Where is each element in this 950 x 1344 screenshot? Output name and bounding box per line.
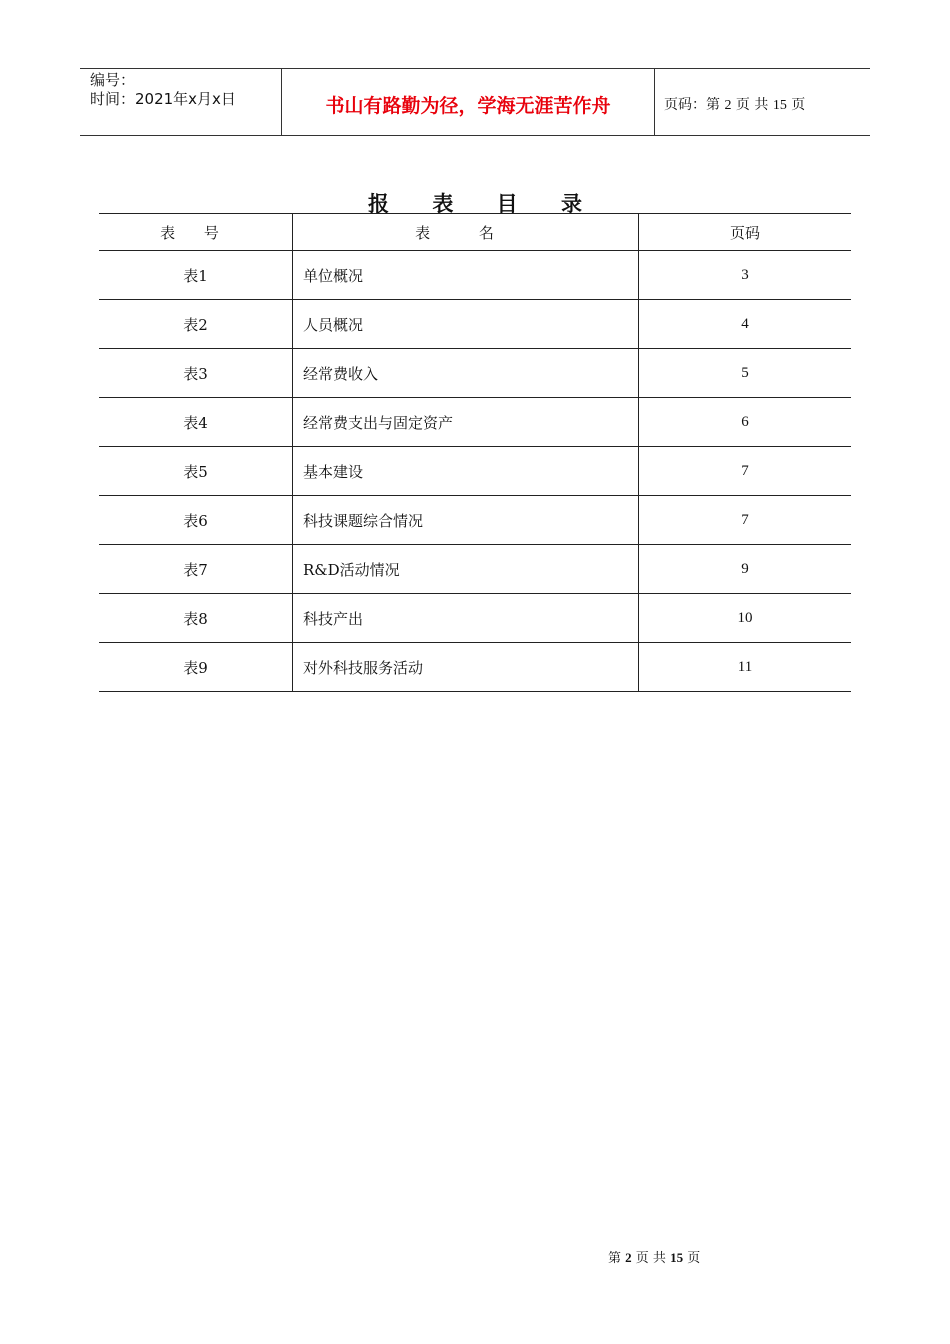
header-motto: 书山有路勤为径，学海无涯苦作舟 xyxy=(325,95,611,117)
row-name: 人员概况 xyxy=(293,300,639,349)
table-row xyxy=(99,349,851,398)
header-cell-name xyxy=(293,214,639,251)
table-row xyxy=(99,398,851,447)
title-char: 目 xyxy=(496,192,518,216)
row-name: 单位概况 xyxy=(293,251,639,300)
row-page: 11 xyxy=(639,643,852,692)
row-name: 经常费支出与固定资产 xyxy=(293,398,639,447)
footer-current: 2 xyxy=(625,1250,632,1265)
table-row xyxy=(99,496,851,545)
row-page: 7 xyxy=(639,496,852,545)
header-page-number xyxy=(664,94,805,114)
table-row xyxy=(99,447,851,496)
table-row xyxy=(99,545,851,594)
footer-prefix: 第 xyxy=(608,1251,622,1266)
header-meta xyxy=(90,71,236,109)
row-page: 10 xyxy=(639,594,852,643)
footer-suffix: 页 xyxy=(687,1251,701,1266)
page-suffix: 页 xyxy=(791,97,806,113)
row-id: 表8 xyxy=(99,594,293,643)
row-id: 表6 xyxy=(99,496,293,545)
row-id: 表4 xyxy=(99,398,293,447)
footer-total: 15 xyxy=(670,1250,684,1265)
row-page: 4 xyxy=(639,300,852,349)
table-row xyxy=(99,251,851,300)
title-char: 录 xyxy=(560,192,582,216)
row-page: 3 xyxy=(639,251,852,300)
row-page: 9 xyxy=(639,545,852,594)
row-name: 基本建设 xyxy=(293,447,639,496)
row-name: R&D活动情况 xyxy=(293,545,639,594)
page-mid: 页 共 xyxy=(735,97,769,113)
row-page: 6 xyxy=(639,398,852,447)
header-cell-page: 页码 xyxy=(639,214,852,251)
table-row xyxy=(99,594,851,643)
title-char: 报 xyxy=(368,192,390,216)
row-id: 表9 xyxy=(99,643,293,692)
time-label: 时间：2021年x月x日 xyxy=(90,90,236,108)
row-id: 表5 xyxy=(99,447,293,496)
row-id: 表1 xyxy=(99,251,293,300)
row-name: 对外科技服务活动 xyxy=(293,643,639,692)
row-page: 7 xyxy=(639,447,852,496)
row-page: 5 xyxy=(639,349,852,398)
page-prefix: 页码：第 xyxy=(664,97,720,113)
row-name: 科技产出 xyxy=(293,594,639,643)
number-label: 编号： xyxy=(90,71,136,89)
header-divider xyxy=(654,69,655,135)
table-row xyxy=(99,643,851,692)
title-char: 表 xyxy=(432,192,454,216)
row-id: 表3 xyxy=(99,349,293,398)
header-name-text: 表 名 xyxy=(415,223,516,242)
table-header-row xyxy=(99,214,851,251)
page-current: 2 xyxy=(724,98,732,113)
page-total: 15 xyxy=(772,98,787,113)
page-header xyxy=(80,68,870,136)
row-name: 经常费收入 xyxy=(293,349,639,398)
row-id: 表2 xyxy=(99,300,293,349)
header-cell-id: 表 号 xyxy=(99,214,293,251)
table-row xyxy=(99,300,851,349)
row-name: 科技课题综合情况 xyxy=(293,496,639,545)
page-footer xyxy=(608,1247,700,1266)
toc-table xyxy=(99,213,851,692)
footer-mid: 页 共 xyxy=(635,1251,666,1266)
row-id: 表7 xyxy=(99,545,293,594)
